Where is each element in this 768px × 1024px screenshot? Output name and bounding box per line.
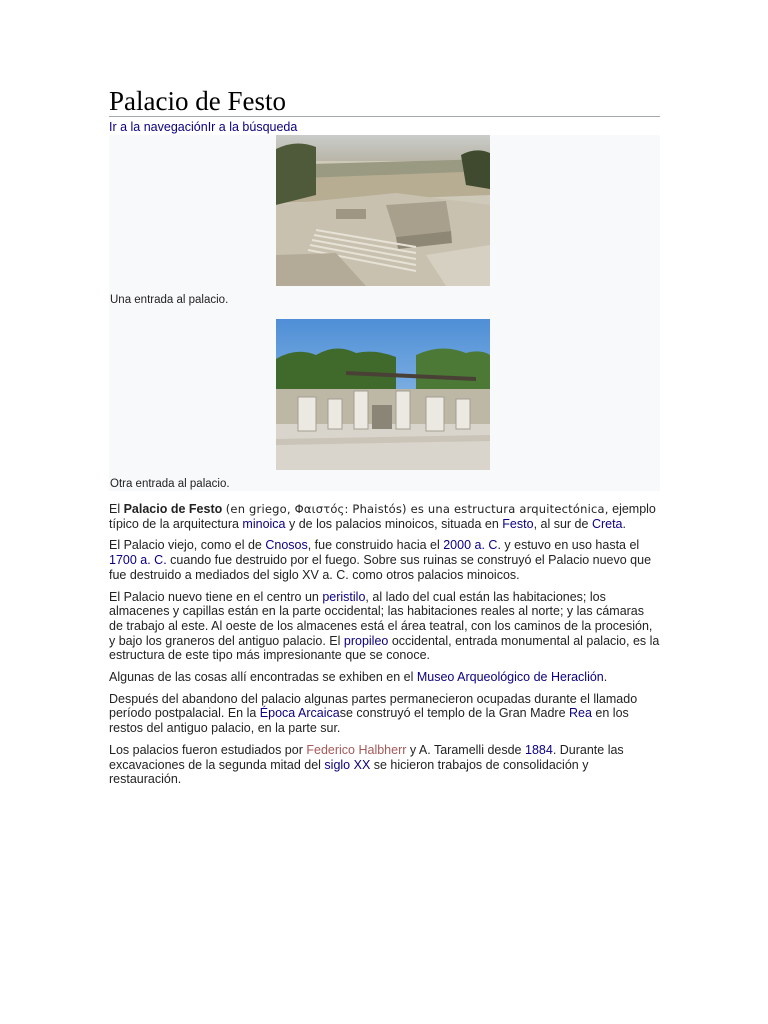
text: El Palacio nuevo tiene en el centro un <box>109 589 323 604</box>
ruins-photo-illustration-1 <box>276 135 490 286</box>
text: Los palacios fueron estudiados por <box>109 742 307 757</box>
image-gallery <box>109 135 660 491</box>
page-title: Palacio de Festo <box>109 84 660 117</box>
link-peristilo[interactable]: peristilo <box>322 589 366 604</box>
figure-caption-1: Una entrada al palacio. <box>110 294 229 306</box>
link-1700-bc[interactable]: 1700 a. C. <box>109 553 167 568</box>
bold-title-term: Palacio de Festo <box>123 502 223 516</box>
text: . <box>603 670 608 685</box>
link-1884[interactable]: 1884 <box>525 742 553 757</box>
text: . Durante las excavaciones de la segunda mitad del <box>109 742 624 772</box>
paragraph-studies <box>109 743 660 787</box>
article-body <box>109 502 660 794</box>
text: se hicieron trabajos de consolidación y restauración. <box>109 757 589 787</box>
link-federico-halbherr[interactable]: Federico Halbherr <box>306 742 407 757</box>
jump-links <box>109 120 297 135</box>
link-2000-bc[interactable]: 2000 a. C. <box>443 538 501 553</box>
paragraph-intro <box>109 502 660 531</box>
figure-caption-2: Otra entrada al palacio. <box>110 478 230 490</box>
text: cuando fue destruido por el fuego. Sobre sus ruinas se construyó el Palacio nuevo que fue destruido a mediados del siglo XV a. C. como otros palacios minoicos. <box>109 553 652 582</box>
text: El <box>109 502 124 516</box>
text: y A. Taramelli desde <box>406 742 525 757</box>
paragraph-museum <box>109 670 660 685</box>
link-epoca-arcaica[interactable]: Época Arcaica <box>259 706 340 721</box>
link-creta[interactable]: Creta <box>591 516 623 531</box>
text: , fue construido hacia el <box>307 538 444 553</box>
text: en los restos del antiguo palacio, en la parte sur. <box>109 706 629 736</box>
paragraph-old-palace <box>109 538 660 582</box>
text: , al sur de <box>533 516 592 531</box>
link-propileo[interactable]: propileo <box>343 633 389 648</box>
text: y de los palacios minoicos, situada en <box>285 516 503 531</box>
link-museo-heraclion[interactable]: Museo Arqueológico de Heraclión <box>416 670 604 685</box>
link-rea[interactable]: Rea <box>569 706 592 721</box>
link-festo[interactable]: Festo <box>502 516 534 531</box>
text: Algunas de las cosas allí encontradas se exhiben en el <box>109 670 417 685</box>
jump-to-navigation-link[interactable]: Ir a la navegación <box>109 120 208 134</box>
palace-entrance-photo-2[interactable] <box>276 319 490 470</box>
text: . <box>622 516 626 531</box>
text: , al lado del cual están las habitaciones; los almacenes y capillas están en la parte occidental; las habitaciones reales al norte; y las cámaras de trabajo al este. Al oeste de los almacenes está el área teatral, con los caminos de la procesión, y bajo los graneros del antiguo palacio. El <box>109 589 653 648</box>
link-cnosos[interactable]: Cnosos <box>265 538 308 553</box>
jump-to-search-link[interactable]: Ir a la búsqueda <box>207 120 298 134</box>
text: occidental, entrada monumental al palacio, es la estructura de este tipo más impresionante que se conoce. <box>109 633 660 663</box>
paragraph-new-palace <box>109 590 660 664</box>
text: El Palacio viejo, como el de <box>109 538 266 553</box>
greek-name-note: (en griego, Φαιστός: Phaistós) es una estructura arquitectónica, <box>225 502 609 516</box>
palace-entrance-photo-1[interactable] <box>276 135 490 286</box>
text: se construyó el templo de la Gran Madre <box>339 706 569 721</box>
text: Después del abandono del palacio algunas partes permanecieron ocupadas durante el llamado período postpalacial. En la <box>109 691 638 721</box>
link-siglo-xx[interactable]: siglo XX <box>324 757 371 772</box>
ruins-photo-illustration-2 <box>276 319 490 470</box>
text: y estuvo en uso hasta el <box>500 538 640 553</box>
paragraph-post-palatial <box>109 692 660 736</box>
text: ejemplo típico de la arquitectura <box>109 502 656 531</box>
link-minoica[interactable]: minoica <box>242 516 286 531</box>
